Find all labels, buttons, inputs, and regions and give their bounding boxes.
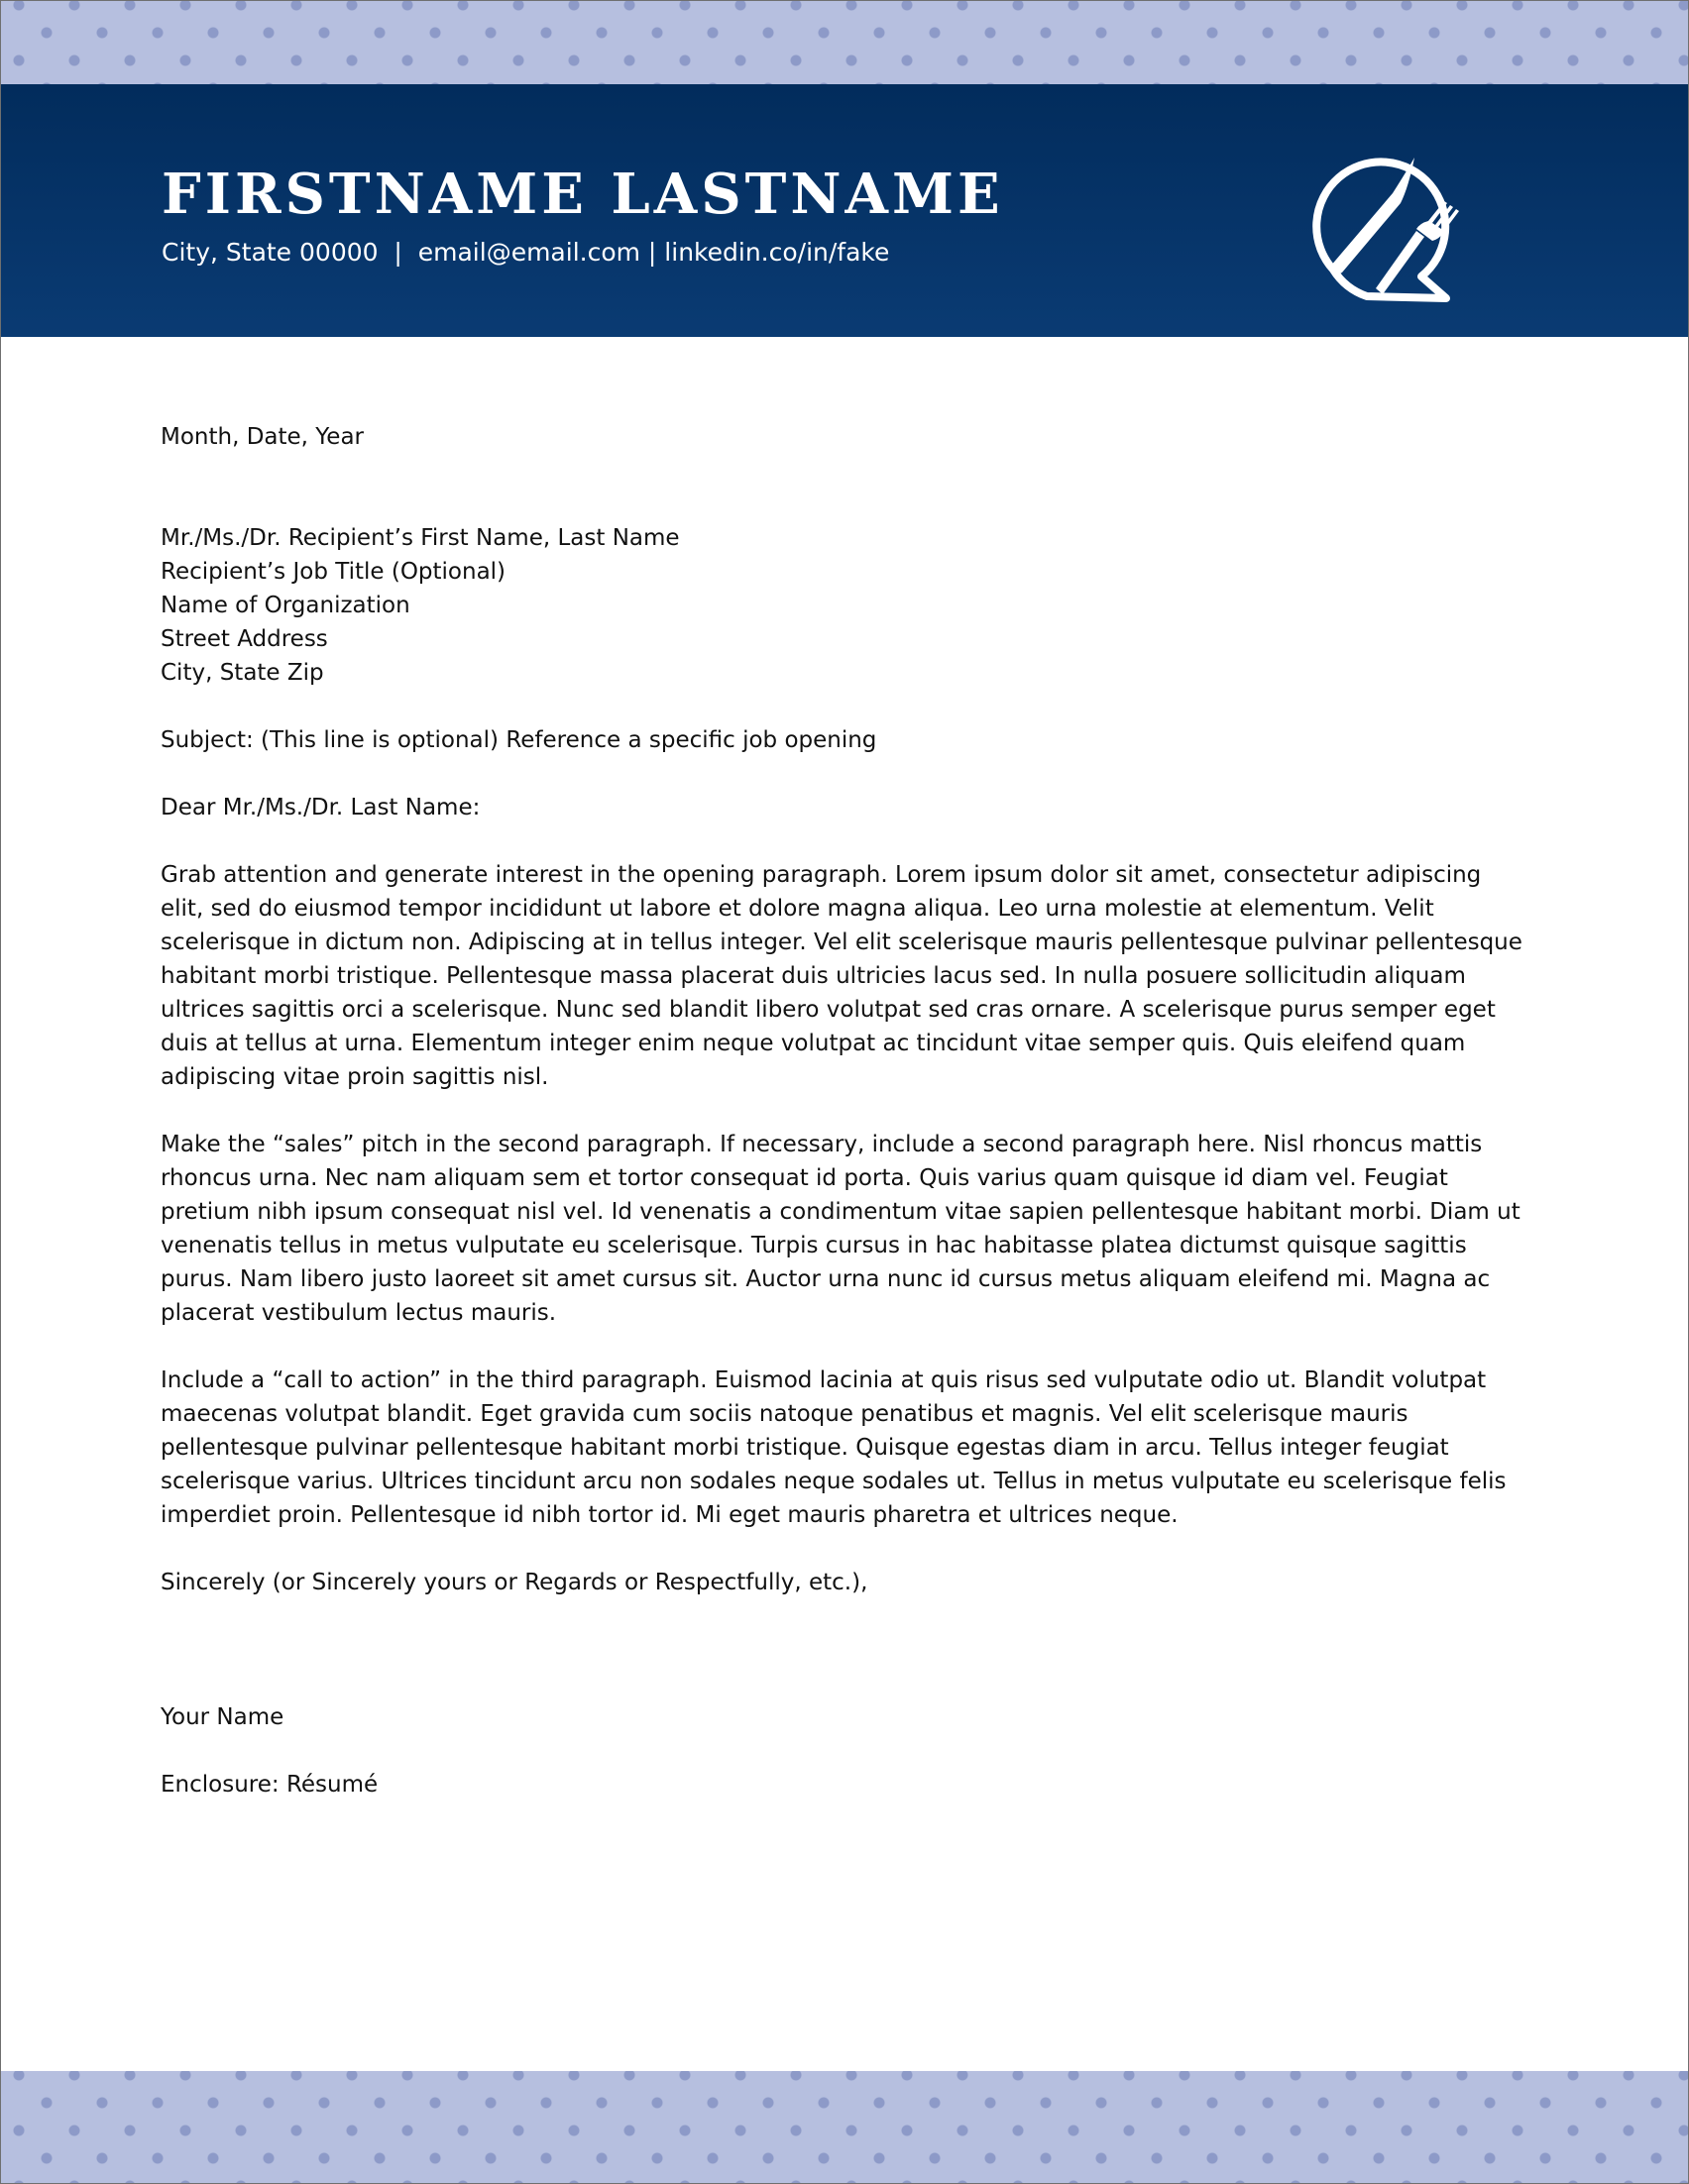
bottom-pattern-band: [1, 2071, 1688, 2183]
letterhead-header: [1, 84, 1688, 337]
applicant-name: FIRSTNAME LASTNAME: [162, 162, 1004, 227]
body-paragraph-opening: Grab attention and generate interest in the opening paragraph. Lorem ipsum dolor sit amet, consectetur adipiscing elit, sed do eiusmod tempor incididunt ut labore et dolore magna aliqua. Leo urna molestie at elementum. Velit scelerisque in dictum non. Adipiscing at in tellus integer. Vel elit scelerisque mauris pellentesque pulvinar pellentesque habitant morbi tristique. Pellentesque massa placerat duis ultricies lacus sed. In nulla posuere sollicitudin aliquam ultrices sagittis orci a scelerisque. Nunc sed blandit libero volutpat sed cras ornare. A scelerisque purus semper eget duis at tellus at urna. Elementum integer enim neque volutpat ac tincidunt vitae semper quis. Quis eleifend quam adipiscing vitae proin sagittis nisl.: [161, 862, 1522, 1090]
recipient-name: Mr./Ms./Dr. Recipient’s First Name, Last Name: [161, 525, 680, 551]
contact-line: City, State 00000 | email@email.com | linkedin.co/in/fake: [162, 238, 890, 267]
letter-date: Month, Date, Year: [161, 424, 365, 450]
signature-name: Your Name: [161, 1704, 284, 1730]
letter-body: [161, 420, 1528, 1802]
restaurant-cutlery-icon: [1290, 124, 1468, 302]
enclosure-line: Enclosure: Résumé: [161, 1772, 379, 1798]
recipient-street: Street Address: [161, 626, 328, 652]
body-paragraph-pitch: Make the “sales” pitch in the second paragraph. If necessary, include a second paragraph here. Nisl rhoncus mattis rhoncus urna. Nec nam aliquam sem et tortor consequat id porta. Quis varius quam quisque id diam vel. Feugiat pretium nibh ipsum consequat nisl vel. Id venenatis a condimentum vitae sapien pellentesque habitant morbi. Diam ut venenatis tellus in metus vulputate eu scelerisque. Turpis cursus in hac habitasse platea dictumst quisque sagittis purus. Nam libero justo laoreet sit amet cursus sit. Auctor urna nunc id cursus metus aliquam eleifend mi. Magna ac placerat vestibulum lectus mauris.: [161, 1132, 1520, 1326]
recipient-city: City, State Zip: [161, 660, 324, 686]
recipient-organization: Name of Organization: [161, 593, 410, 618]
closing: Sincerely (or Sincerely yours or Regards or Respectfully, etc.),: [161, 1570, 868, 1595]
body-paragraph-call-to-action: Include a “call to action” in the third paragraph. Euismod lacinia at quis risus sed vulputate odio ut. Blandit volutpat maecenas volutpat blandit. Eget gravida cum sociis natoque penatibus et magnis. Vel elit scelerisque mauris pellentesque pulvinar pellentesque habitant morbi tristique. Quisque egestas diam in arcu. Tellus integer feugiat scelerisque varius. Ultrices tincidunt arcu non sodales neque sodales ut. Tellus in metus vulputate eu scelerisque felis imperdiet proin. Pellentesque id nibh tortor id. Mi eget mauris pharetra et ultrices neque.: [161, 1367, 1507, 1528]
salutation: Dear Mr./Ms./Dr. Last Name:: [161, 795, 481, 820]
top-pattern-band: [1, 1, 1688, 84]
recipient-job-title: Recipient’s Job Title (Optional): [161, 559, 507, 585]
subject-line: Subject: (This line is optional) Reference a specific job opening: [161, 727, 877, 753]
